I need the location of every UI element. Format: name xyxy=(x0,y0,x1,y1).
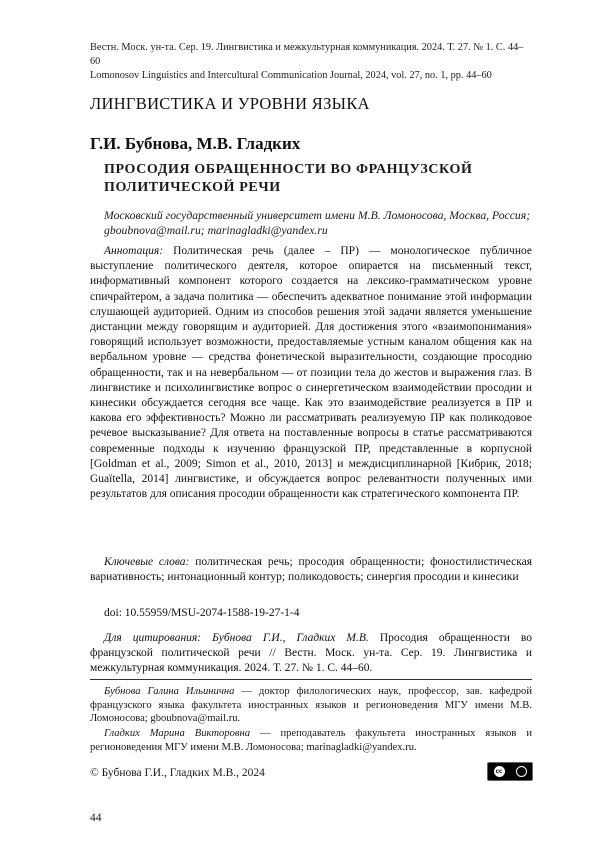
author-note-name: Бубнова Галина Ильинична xyxy=(104,686,235,697)
doi: doi: 10.55959/MSU-2074-1588-19-27-1-4 xyxy=(104,607,300,619)
copyright-notice: © Бубнова Г.И., Гладких М.В., 2024 xyxy=(90,767,265,779)
creative-commons-by-icon xyxy=(487,762,533,781)
article-title: ПРОСОДИЯ ОБРАЩЕННОСТИ ВО ФРАНЦУЗСКОЙ ПОЛИТИЧЕСКОЙ РЕЧИ xyxy=(104,162,473,195)
footnote-divider xyxy=(90,679,532,680)
section-heading: ЛИНГВИСТИКА И УРОВНИ ЯЗЫКА xyxy=(90,94,370,113)
abstract xyxy=(90,244,532,502)
abstract-text: Политическая речь (далее – ПР) — монологическое публичное выступление политического деятеля, которое опирается на письменный текст, информативный компонент которого создается на лексико-грамматическом уровне спичрайтером, а задача политика — обеспечить адекватное понимание этой информации слушающей аудиторией. Одним из способов решения этой задачи является уменьшение дистанции между говорящим и аудиторией. Для достижения этого «взаимопонимания» говорящий использует возможности, предоставляемые устным каналом общения как на вербальном уровне — средства фонетической выразительности, создающие просодию обращенности, так и на невербальном — от позиции тела до жестов и выражения глаз. В лингвистике и психолингвистике вопрос о синергетическом взаимодействии просодии и кинесики обсуждается сегодня все чаще. Как это взаимодействие реализуется в ПР и какова его эффективность? Можно ли рассматривать реализуемую ПР как поликодовое речевое высказывание? Для ответа на поставленные вопросы в статье рассматриваются современные подходы к изучению французской ПР, представленные в корпусной [Goldman et al., 2009; Simon et al., 2010, 2013] и междисциплинарной [Кибрик, 2018; Guaïtella, 2014] лингвистике, и обсуждается вопрос релевантности полученных ими результатов для описания просодии обращенности как стратегического компонента ПР. xyxy=(90,245,532,501)
citation-authors: Бубнова Г.И., Гладких М.В. xyxy=(212,632,369,644)
cc-icon: cc xyxy=(494,766,505,777)
author-affiliation: Московский государственный университет имени М.В. Ломоносова, Москва, Россия; gboubnova@mail.ru; marinagladki@yandex.ru xyxy=(104,209,531,237)
keywords-label: Ключевые слова: xyxy=(104,556,190,568)
author-note xyxy=(90,685,532,726)
author-note xyxy=(90,727,532,754)
journal-header xyxy=(90,41,530,83)
citation xyxy=(90,631,532,677)
journal-info-ru: Вестн. Моск. ун-та. Сер. 19. Лингвистика и межкультурная коммуникация. 2024. Т. 27. № 1. С. 44–60 xyxy=(90,42,524,67)
author-note-text: — преподаватель факультета иностранных языков и регионоведения МГУ имени М.В. Ломоносова; marinagladki@yandex.ru. xyxy=(90,728,532,753)
attribution-icon xyxy=(516,766,527,777)
abstract-label: Аннотация: xyxy=(104,245,164,257)
author-note-text: — доктор филологических наук, профессор, зав. кафедрой французского языка факультета иностранных языков и регионоведения МГУ имени М.В. Ломоносова; gboubnova@mail.ru. xyxy=(90,686,532,725)
page-number: 44 xyxy=(90,812,102,824)
author-note-name: Гладких Марина Викторовна xyxy=(104,728,251,739)
keywords-text: политическая речь; просодия обращенности; фоностилистическая вариативность; интонационный контур; поликодовость; синергия просодии и кинесики xyxy=(90,556,533,584)
article-authors: Г.И. Бубнова, М.В. Гладких xyxy=(90,134,301,153)
citation-text: Просодия обращенности во французской политической речи // Вестн. Моск. ун-та. Сер. 19. Лингвистика и межкультурная коммуникация. 2024. Т. 27. № 1. С. 44–60. xyxy=(90,632,533,675)
keywords xyxy=(90,555,532,585)
journal-info-en: Lomonosov Linguistics and Intercultural Communication Journal, 2024, vol. 27, no. 1, pp. 44–60 xyxy=(90,70,492,81)
citation-label: Для цитирования: xyxy=(104,632,202,644)
